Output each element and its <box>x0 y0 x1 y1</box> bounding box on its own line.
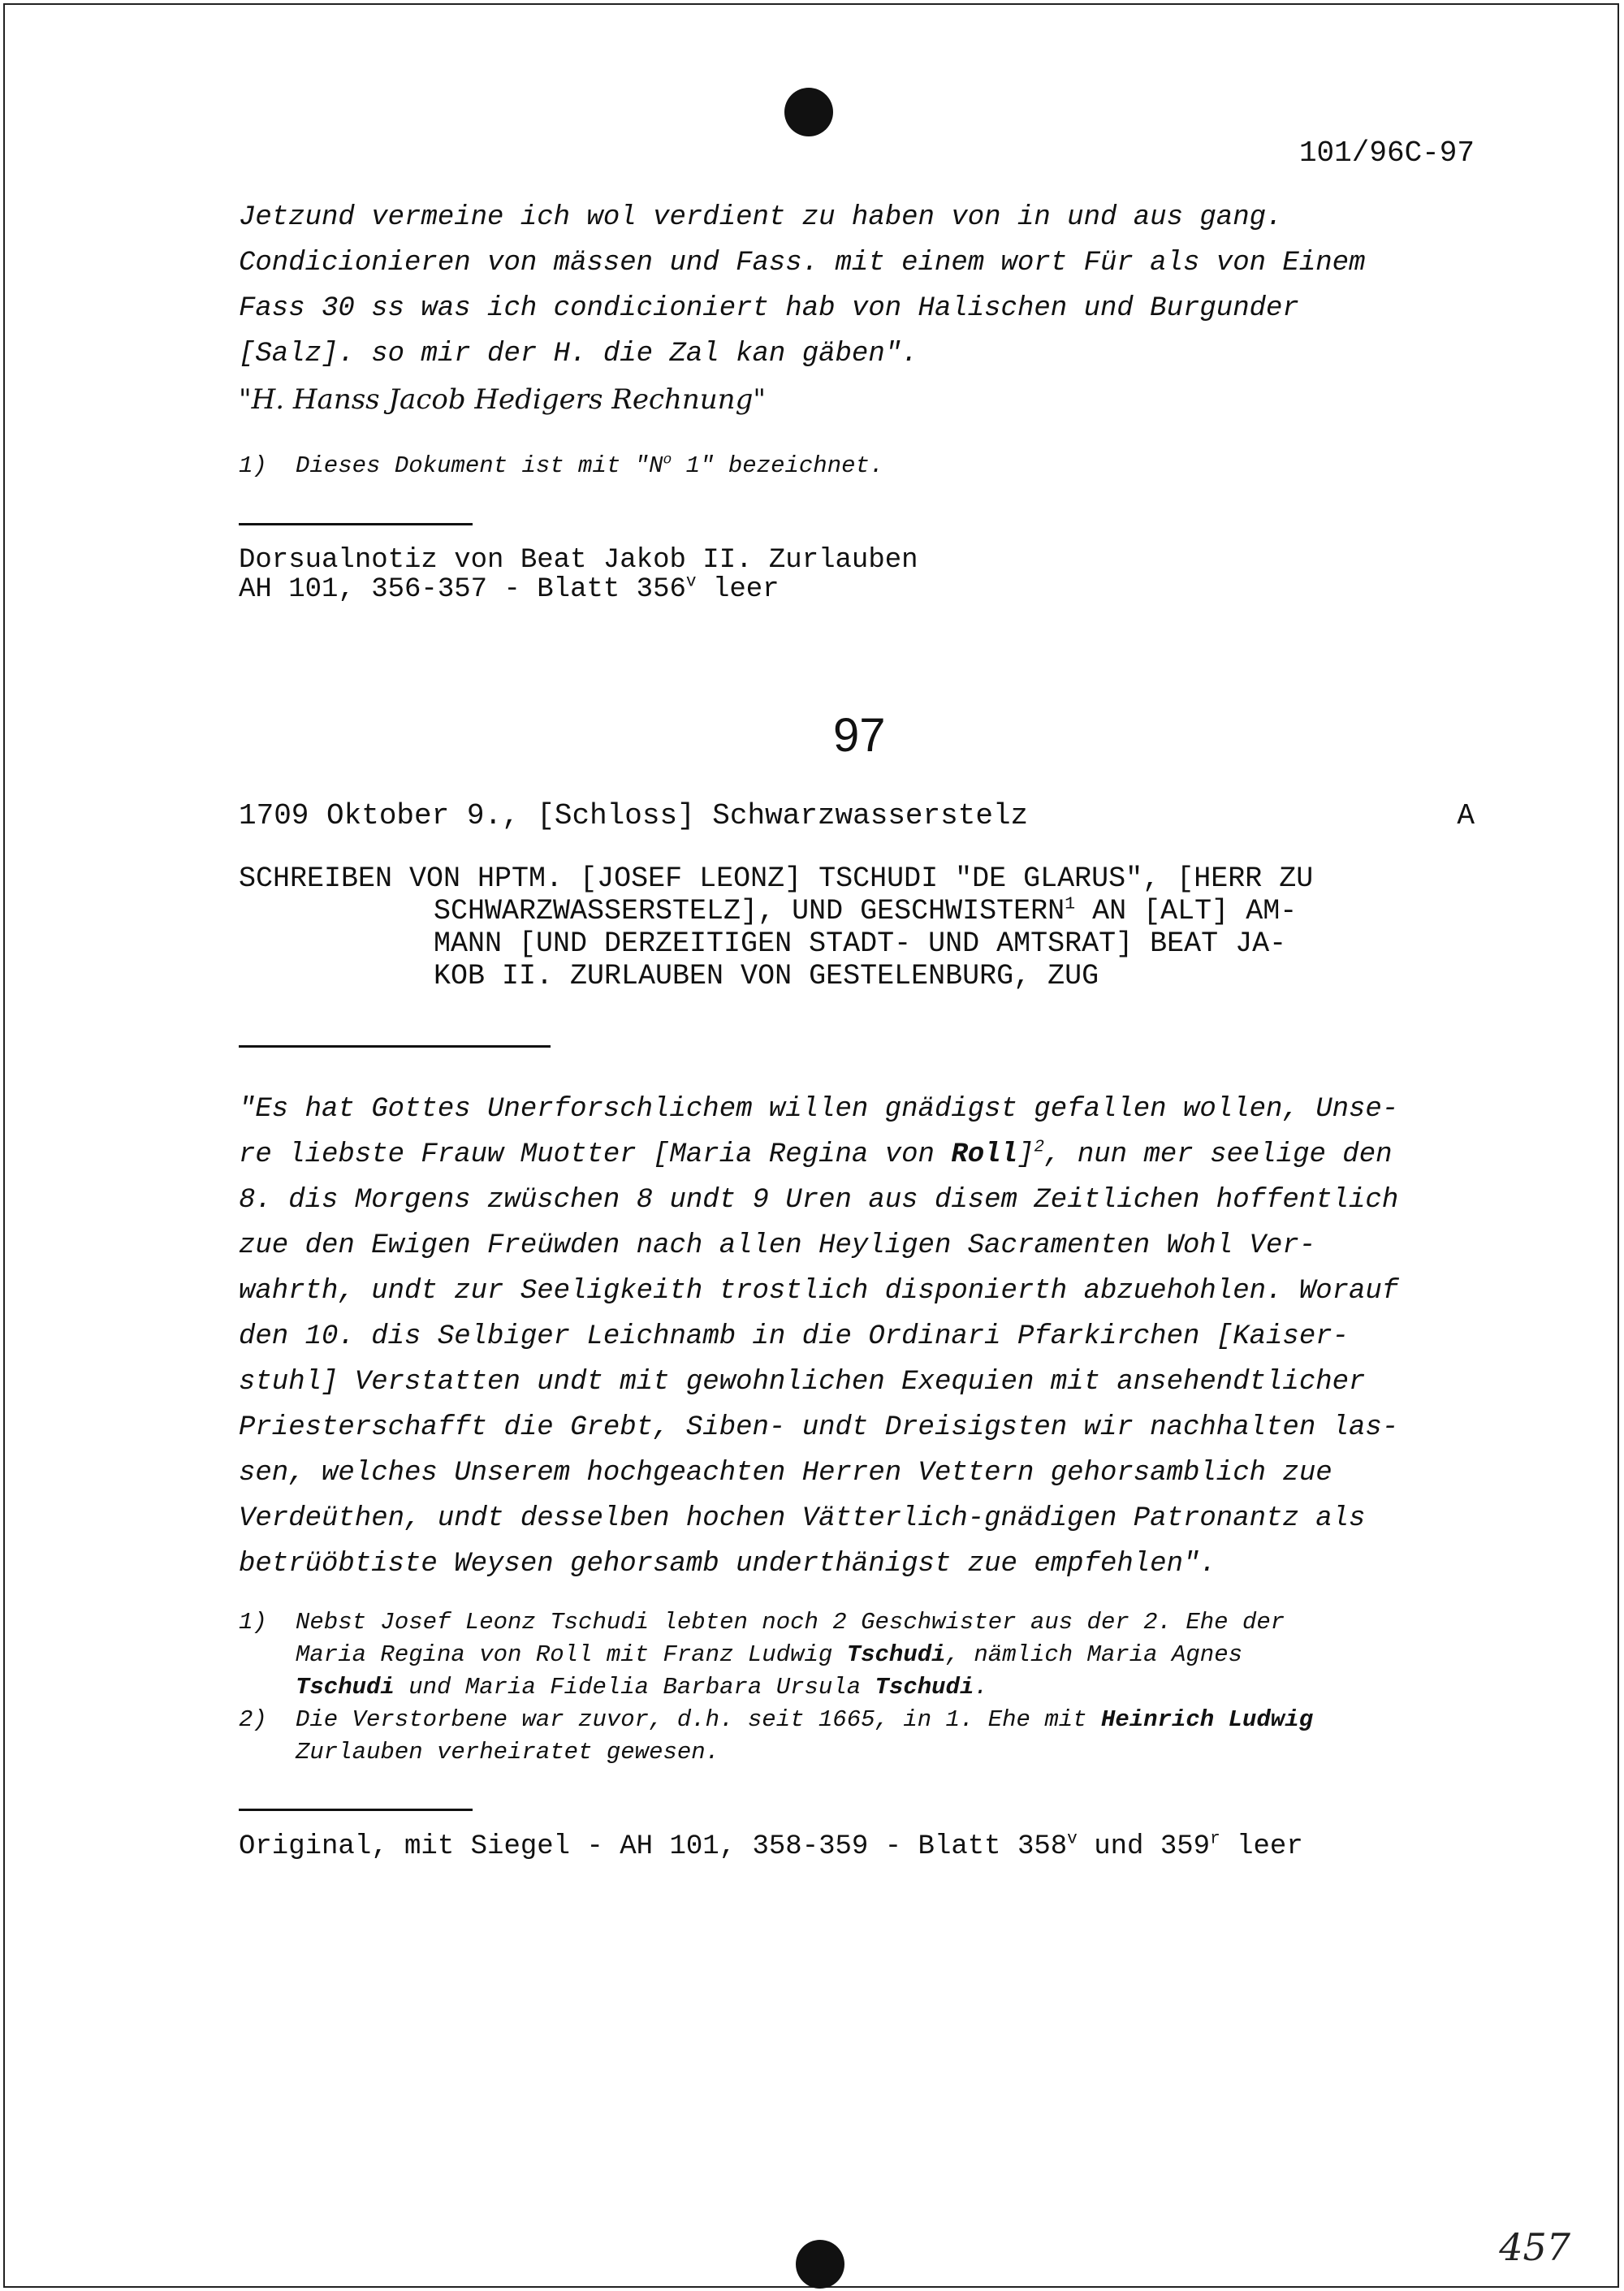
footnote-line: Maria Regina von Roll mit Franz Ludwig Tschudi, nämlich Maria Agnes <box>296 1641 1243 1668</box>
handwritten-page-number: 457 <box>1499 2225 1570 2269</box>
title-line: KOB II. ZURLAUBEN VON GESTELENBURG, ZUG <box>434 960 1099 992</box>
document-type-marker: A <box>1457 799 1475 832</box>
source-note: Original, mit Siegel - AH 101, 358-359 - Blatt 358$^v$ und 359$^r$ leer <box>239 1829 1303 1862</box>
text-line: Fass 30 ss was ich condicioniert hab von Halischen und Burgunder <box>239 293 1299 324</box>
text-line: zue den Ewigen Freüwden nach allen Heyligen Sacramenten Wohl Ver- <box>239 1230 1316 1261</box>
punch-hole-top <box>784 88 833 136</box>
text-line: den 10. dis Selbiger Leichnamb in die Ordinari Pfarkirchen [Kaiser- <box>239 1321 1350 1352</box>
title-line: MANN [UND DERZEITIGEN STADT- UND AMTSRAT] BEAT JA- <box>434 927 1287 960</box>
title-line: SCHWARZWASSERSTELZ], UND GESCHWISTERN$^1$ AN [ALT] AM- <box>434 893 1298 927</box>
text-line: stuhl] Verstatten undt mit gewohnlichen Exequien mit ansehendtlicher <box>239 1367 1366 1398</box>
footnote-number: 2) <box>239 1706 267 1733</box>
date-place: 1709 Oktober 9., [Schloss] Schwarzwasserstelz <box>239 799 1029 832</box>
date-place-line <box>239 799 1475 832</box>
footnote-line: Nebst Josef Leonz Tschudi lebten noch 2 Geschwister aus der 2. Ehe der <box>296 1609 1285 1636</box>
footnotes <box>239 1606 1313 1769</box>
text-line: re liebste Frauw Muotter [Maria Regina von Roll]$^2$, nun mer seelige den <box>239 1137 1393 1170</box>
handwritten-line: "H. Hanss Jacob Hedigers Rechnung" <box>239 383 766 416</box>
separator-rule <box>239 1809 473 1811</box>
text-line: betrüöbtiste Weysen gehorsamb underthänigst zue empfehlen". <box>239 1549 1216 1580</box>
title-line: SCHREIBEN VON HPTM. [JOSEF LEONZ] TSCHUDI "DE GLARUS", [HERR ZU <box>239 862 1314 895</box>
text-line: wahrth, undt zur Seeligkeith trostlich disponierth abzuehohlen. Worauf <box>239 1276 1399 1307</box>
document-number: 97 <box>833 709 886 762</box>
letter-body <box>239 1087 1398 1587</box>
footnote-line: Die Verstorbene war zuvor, d.h. seit 1665, in 1. Ehe mit Heinrich Ludwig <box>296 1706 1314 1733</box>
document-reference: 101/96C-97 <box>1298 136 1475 170</box>
previous-letter-text <box>239 195 1365 422</box>
footnote-number: 1) <box>239 1609 267 1636</box>
punch-hole-bottom <box>796 2240 844 2289</box>
text-line: Verdeüthen, undt desselben hochen Vätterlich-gnädigen Patronantz als <box>239 1503 1366 1534</box>
source-line: AH 101, 356-357 - Blatt 356$^v$ leer <box>239 572 780 605</box>
source-line: Dorsualnotiz von Beat Jakob II. Zurlauben <box>239 545 918 576</box>
text-line: [Salz]. so mir der H. die Zal kan gäben". <box>239 339 918 370</box>
footnote-number: 1) <box>239 452 267 479</box>
text-line: Priesterschafft die Grebt, Siben- undt Dreisigsten wir nachhalten las- <box>239 1412 1399 1443</box>
previous-source-note <box>239 546 918 604</box>
text-line: Jetzund vermeine ich wol verdient zu haben von in und aus gang. <box>239 202 1283 233</box>
document-title <box>239 862 1313 992</box>
separator-rule <box>239 1045 551 1048</box>
footnote-line: Tschudi und Maria Fidelia Barbara Ursula Tschudi. <box>296 1674 988 1701</box>
previous-footnote <box>239 450 883 482</box>
footnote-text: Dieses Dokument ist mit "$N^o$ 1" bezeichnet. <box>296 452 884 479</box>
footnote-line: Zurlauben verheiratet gewesen. <box>296 1739 720 1766</box>
separator-rule <box>239 523 473 525</box>
text-line: 8. dis Morgens zwüschen 8 undt 9 Uren aus disem Zeitlichen hoffentlich <box>239 1185 1399 1216</box>
text-line: Condicionieren von mässen und Fass. mit einem wort Für als von Einem <box>239 248 1366 279</box>
text-line: "Es hat Gottes Unerforschlichem willen gnädigst gefallen wollen, Unse- <box>239 1094 1399 1125</box>
footnote-2 <box>239 1704 1313 1769</box>
footnote-1 <box>239 1606 1313 1704</box>
text-line: sen, welches Unserem hochgeachten Herren Vettern gehorsamblich zue <box>239 1458 1332 1489</box>
